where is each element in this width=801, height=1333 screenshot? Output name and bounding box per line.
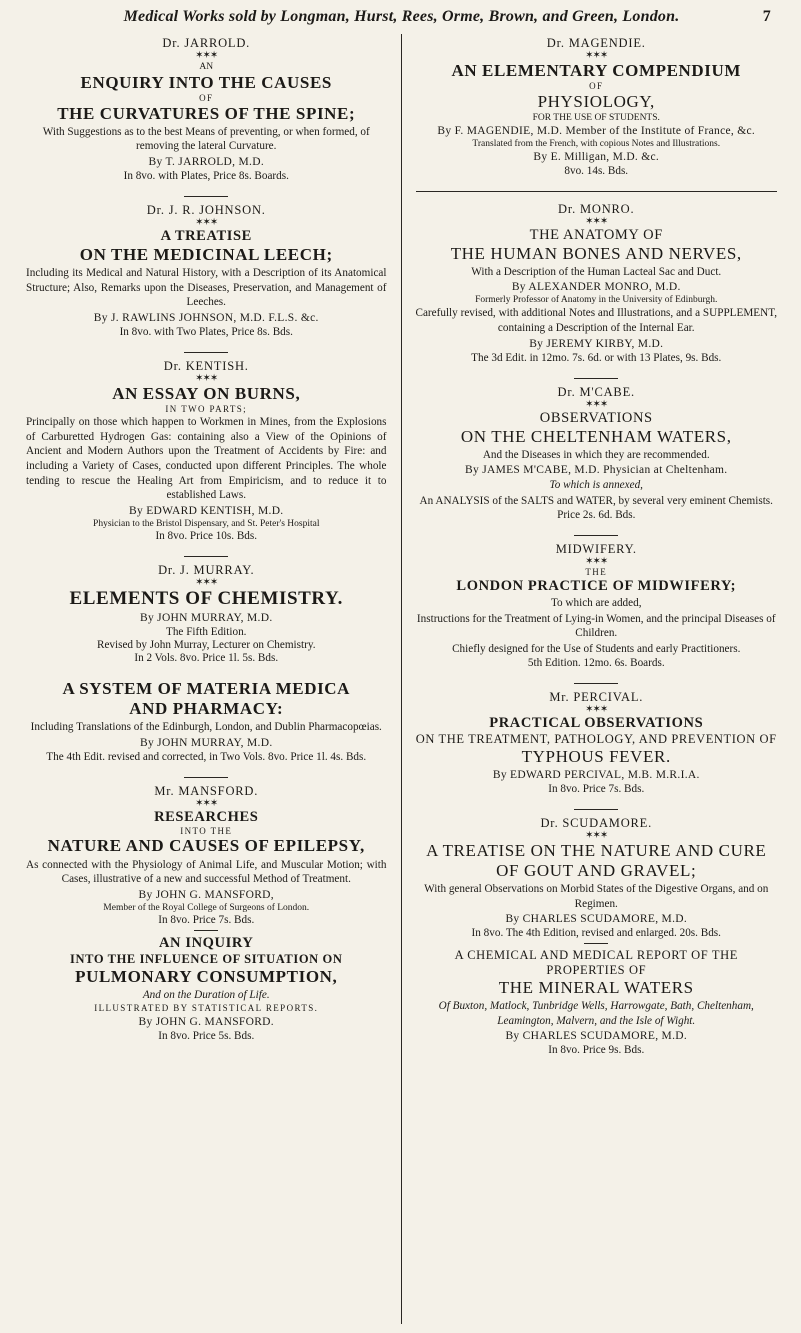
entry-price: In 8vo. Price 7s. Bds.	[548, 783, 645, 796]
entry-title: A TREATISE ON THE NATURE AND CURE OF GOUT AND GRAVEL;	[426, 841, 767, 881]
entry-subtitle-2: ILLUSTRATED BY STATISTICAL REPORTS.	[94, 1003, 319, 1014]
entry-byline: By ALEXANDER MONRO, M.D.	[511, 281, 681, 294]
entry-price-2: In 8vo. Price 9s. Bds.	[548, 1044, 645, 1057]
entry-price: In 8vo. The 4th Edition, revised and enlarged. 20s. Bds.	[471, 927, 721, 940]
divider	[574, 378, 618, 379]
entry-price: In 8vo. with Two Plates, Price 8s. Bds.	[119, 325, 293, 338]
entry-author: Dr. J. R. JOHNSON.	[146, 202, 266, 217]
entry-title-2: PHYSIOLOGY,	[537, 91, 655, 111]
entry-byline: By CHARLES SCUDAMORE, M.D.	[505, 913, 688, 926]
entry-author: Dr. MONRO.	[558, 201, 635, 216]
entry-translation-note: Translated from the French, with copious Notes and Illustrations.	[472, 138, 721, 149]
entry-title-3: PULMONARY CONSUMPTION,	[75, 966, 338, 986]
two-column-body	[26, 34, 777, 1324]
entry-author: Dr. JARROLD.	[162, 36, 251, 50]
entry-description: And the Diseases in which they are recommended.	[482, 448, 710, 461]
entry-description-3: Chiefly designed for the Use of Students and early Practitioners.	[452, 642, 741, 655]
divider	[584, 943, 608, 944]
entry-title-2: A SYSTEM OF MATERIA MEDICA	[62, 679, 351, 699]
entry-title: AN ELEMENTARY COMPENDIUM	[451, 61, 742, 80]
entry-author: Dr. J. MURRAY.	[158, 562, 255, 577]
right-column	[402, 34, 778, 1324]
entry-affiliation: Formerly Professor of Anatomy in the University of Edinburgh.	[475, 295, 718, 306]
entry-price-2: The 4th Edit. revised and corrected, in Two Vols. 8vo. Price 1l. 4s. Bds.	[46, 750, 367, 763]
entry-of: OF	[589, 81, 604, 92]
entry-title: ON THE MEDICINAL LEECH;	[79, 244, 333, 264]
entry-pre-title: THE ANATOMY OF	[529, 226, 663, 243]
entry-byline: By J. RAWLINS JOHNSON, M.D. F.L.S. &c.	[93, 311, 319, 324]
entry-price: 8vo. 14s. Bds.	[564, 164, 629, 177]
entry-title: NATURE AND CAUSES OF EPILEPSY,	[47, 836, 365, 856]
entry-price: In 8vo. Price 10s. Bds.	[155, 529, 258, 542]
divider	[574, 809, 618, 810]
divider	[184, 556, 228, 557]
entry-title-3: THE MINERAL WATERS	[498, 977, 694, 997]
entry-subtitle: THE	[585, 567, 608, 578]
entry-title-2: TYPHOUS FEVER.	[521, 747, 671, 767]
entry-price: In 2 Vols. 8vo. Price 1l. 5s. Bds.	[134, 652, 279, 665]
entry-description: With Suggestions as to the best Means of preventing, or when formed, of removing the lateral Curvature.	[42, 125, 370, 153]
ornament-icon: ✶✶✶	[195, 216, 218, 228]
entry-byline: By EDWARD KENTISH, M.D.	[129, 504, 284, 517]
running-head	[26, 6, 777, 28]
entry-mccabe	[416, 385, 778, 522]
entry-description: Principally on those which happen to Workmen in Mines, from the Explosions of Carburetted Hydrogen Gas: containing also a View of the Opinions of Ancient and Modern Authors upon the Treatment of Accidents by Fire: and including a Variety of Cases, conducted upon different Principles. The whole tending to rescue the Healing Art from Empiricism, and to reduce it to established Laws.	[26, 416, 387, 502]
entry-author: Dr. KENTISH.	[163, 358, 249, 373]
entry-byline: By EDWARD PERCIVAL, M.B. M.R.I.A.	[492, 769, 700, 782]
entry-author: MIDWIFERY.	[555, 542, 637, 557]
entry-byline: By JOHN G. MANSFORD,	[138, 888, 274, 901]
entry-byline-2: By E. Milligan, M.D. &c.	[533, 150, 660, 163]
entry-pre-title: AN	[199, 62, 214, 72]
entry-midwifery	[416, 542, 778, 669]
entry-price: In 8vo. with Plates, Price 8s. Boards.	[123, 169, 289, 182]
entry-description-2: An ANALYSIS of the SALTS and WATER, by several very eminent Chemists.	[419, 494, 773, 507]
divider	[574, 535, 618, 536]
entry-of: OF	[199, 93, 214, 104]
divider	[416, 191, 778, 192]
entry-title: ON THE TREATMENT, PATHOLOGY, AND PREVENTION OF	[415, 732, 777, 747]
running-head-text: Medical Works sold by Longman, Hurst, Rees, Orme, Brown, and Green, London.	[123, 8, 680, 25]
entry-monro	[416, 202, 778, 364]
entry-author: Dr. M'CABE.	[557, 384, 635, 399]
entry-description: Including its Medical and Natural History, with a Description of its Anatomical Structure; Also, Remarks upon the Diseases, Preservation, and Management of Leeches.	[26, 266, 387, 309]
divider	[184, 196, 228, 197]
entry-affiliation: Physician to the Bristol Dispensary, and St. Peter's Hospital	[93, 518, 320, 529]
entry-affiliation: Member of the Royal College of Surgeons of London.	[103, 902, 310, 913]
ornament-icon: ✶✶✶	[585, 704, 608, 716]
entry-italic-line: Of Buxton, Matlock, Tunbridge Wells, Harrowgate, Bath, Cheltenham, Leamington, Malvern, and the Isle of Wight.	[438, 1000, 754, 1027]
page-number: 7	[762, 8, 771, 25]
entry-subtitle: FOR THE USE OF STUDENTS.	[532, 112, 660, 123]
entry-price: 5th Edition. 12mo. 6s. Boards.	[527, 657, 665, 670]
entry-revised: Revised by John Murray, Lecturer on Chemistry.	[96, 639, 316, 652]
entry-magendie	[416, 36, 778, 177]
entry-description: To which are added,	[550, 597, 642, 610]
entry-title: THE HUMAN BONES AND NERVES,	[450, 243, 742, 263]
entry-author: Dr. MAGENDIE.	[546, 36, 646, 50]
divider	[194, 930, 218, 931]
entry-price: The 3d Edit. in 12mo. 7s. 6d. or with 13 Plates, 9s. Bds.	[471, 351, 722, 364]
entry-byline-2: By JOHN G. MANSFORD.	[138, 1015, 274, 1028]
entry-byline-2: By JEREMY KIRBY, M.D.	[529, 337, 664, 350]
divider	[184, 352, 228, 353]
entry-description-2: Carefully revised, with additional Notes and Illustrations, and a SUPPLEMENT, containing a Description of the Internal Ear.	[415, 307, 777, 334]
entry-byline: By F. MAGENDIE, M.D. Member of the Institute of France, &c.	[437, 124, 756, 137]
ornament-icon: ✶✶✶	[195, 372, 218, 384]
entry-byline-2: By CHARLES SCUDAMORE, M.D.	[505, 1030, 688, 1043]
entry-scudamore	[416, 816, 778, 1056]
entry-title: LONDON PRACTICE OF MIDWIFERY;	[456, 578, 737, 594]
entry-title-2: INTO THE INFLUENCE OF SITUATION ON	[70, 951, 343, 966]
divider	[574, 683, 618, 684]
entry-title: ON THE CHELTENHAM WATERS,	[460, 426, 732, 446]
entry-pre-title-2: AN INQUIRY	[158, 934, 254, 951]
entry-author: Mr. PERCIVAL.	[549, 690, 644, 705]
entry-percival	[416, 690, 778, 795]
entry-jarrold	[26, 36, 387, 182]
entry-title: ELEMENTS OF CHEMISTRY.	[69, 587, 343, 609]
entry-description: As connected with the Physiology of Animal Life, and Muscular Motion; with Cases, illustrative of a new and successful Method of Treatment.	[26, 858, 387, 886]
entry-byline: By T. JARROLD, M.D.	[148, 155, 264, 168]
entry-subtitle: INTO THE	[180, 825, 233, 836]
ornament-icon: ✶✶✶	[195, 797, 218, 809]
entry-murray	[26, 563, 387, 763]
ornament-icon: ✶✶✶	[585, 50, 608, 61]
entry-pre-title: RESEARCHES	[154, 808, 259, 825]
ornament-icon: ✶✶✶	[585, 215, 608, 227]
entry-description: Including Translations of the Edinburgh, London, and Dublin Pharmacopœias.	[30, 721, 382, 734]
ornament-icon: ✶✶✶	[585, 830, 608, 842]
entry-byline: By JAMES M'CABE, M.D. Physician at Cheltenham.	[465, 464, 728, 477]
entry-pre-title: OBSERVATIONS	[539, 409, 653, 426]
entry-title-3: AND PHARMACY:	[129, 699, 284, 719]
entry-edition: The Fifth Edition.	[166, 626, 247, 639]
entry-description: With general Observations on Morbid States of the Digestive Organs, and on Regimen.	[424, 883, 769, 910]
entry-subtitle: IN TWO PARTS;	[165, 403, 248, 414]
entry-price-2: In 8vo. Price 5s. Bds.	[158, 1029, 255, 1042]
entry-author: Mr. MANSFORD.	[154, 783, 259, 798]
left-column	[26, 34, 402, 1324]
entry-pre-title: PRACTICAL OBSERVATIONS	[489, 715, 704, 732]
entry-johnson	[26, 203, 387, 338]
entry-price: Price 2s. 6d. Bds.	[557, 509, 636, 522]
ornament-icon: ✶✶✶	[195, 50, 218, 61]
entry-mansford	[26, 784, 387, 1042]
divider	[184, 777, 228, 778]
entry-kentish	[26, 359, 387, 542]
entry-title: ENQUIRY INTO THE CAUSES	[80, 73, 332, 92]
entry-pre-title: A TREATISE	[160, 227, 252, 244]
entry-title-2: THE CURVATURES OF THE SPINE;	[57, 103, 356, 123]
entry-description: With a Description of the Human Lacteal Sac and Duct.	[471, 265, 722, 278]
ornament-icon: ✶✶✶	[585, 398, 608, 410]
entry-byline-2: By JOHN MURRAY, M.D.	[139, 736, 273, 749]
entry-title-2: A CHEMICAL AND MEDICAL REPORT OF THE PROPERTIES OF	[454, 948, 738, 978]
entry-italic-line: To which is annexed,	[549, 479, 643, 492]
entry-title: AN ESSAY ON BURNS,	[112, 383, 301, 403]
entry-author: Dr. SCUDAMORE.	[540, 816, 653, 831]
entry-price: In 8vo. Price 7s. Bds.	[158, 913, 255, 926]
ornament-icon: ✶✶✶	[585, 556, 608, 568]
entry-description-2: Instructions for the Treatment of Lying-in Women, and the principal Diseases of Children.	[416, 612, 776, 640]
ornament-icon: ✶✶✶	[195, 576, 218, 588]
entry-italic-line: And on the Duration of Life.	[142, 988, 270, 1001]
entry-byline: By JOHN MURRAY, M.D.	[139, 612, 273, 625]
